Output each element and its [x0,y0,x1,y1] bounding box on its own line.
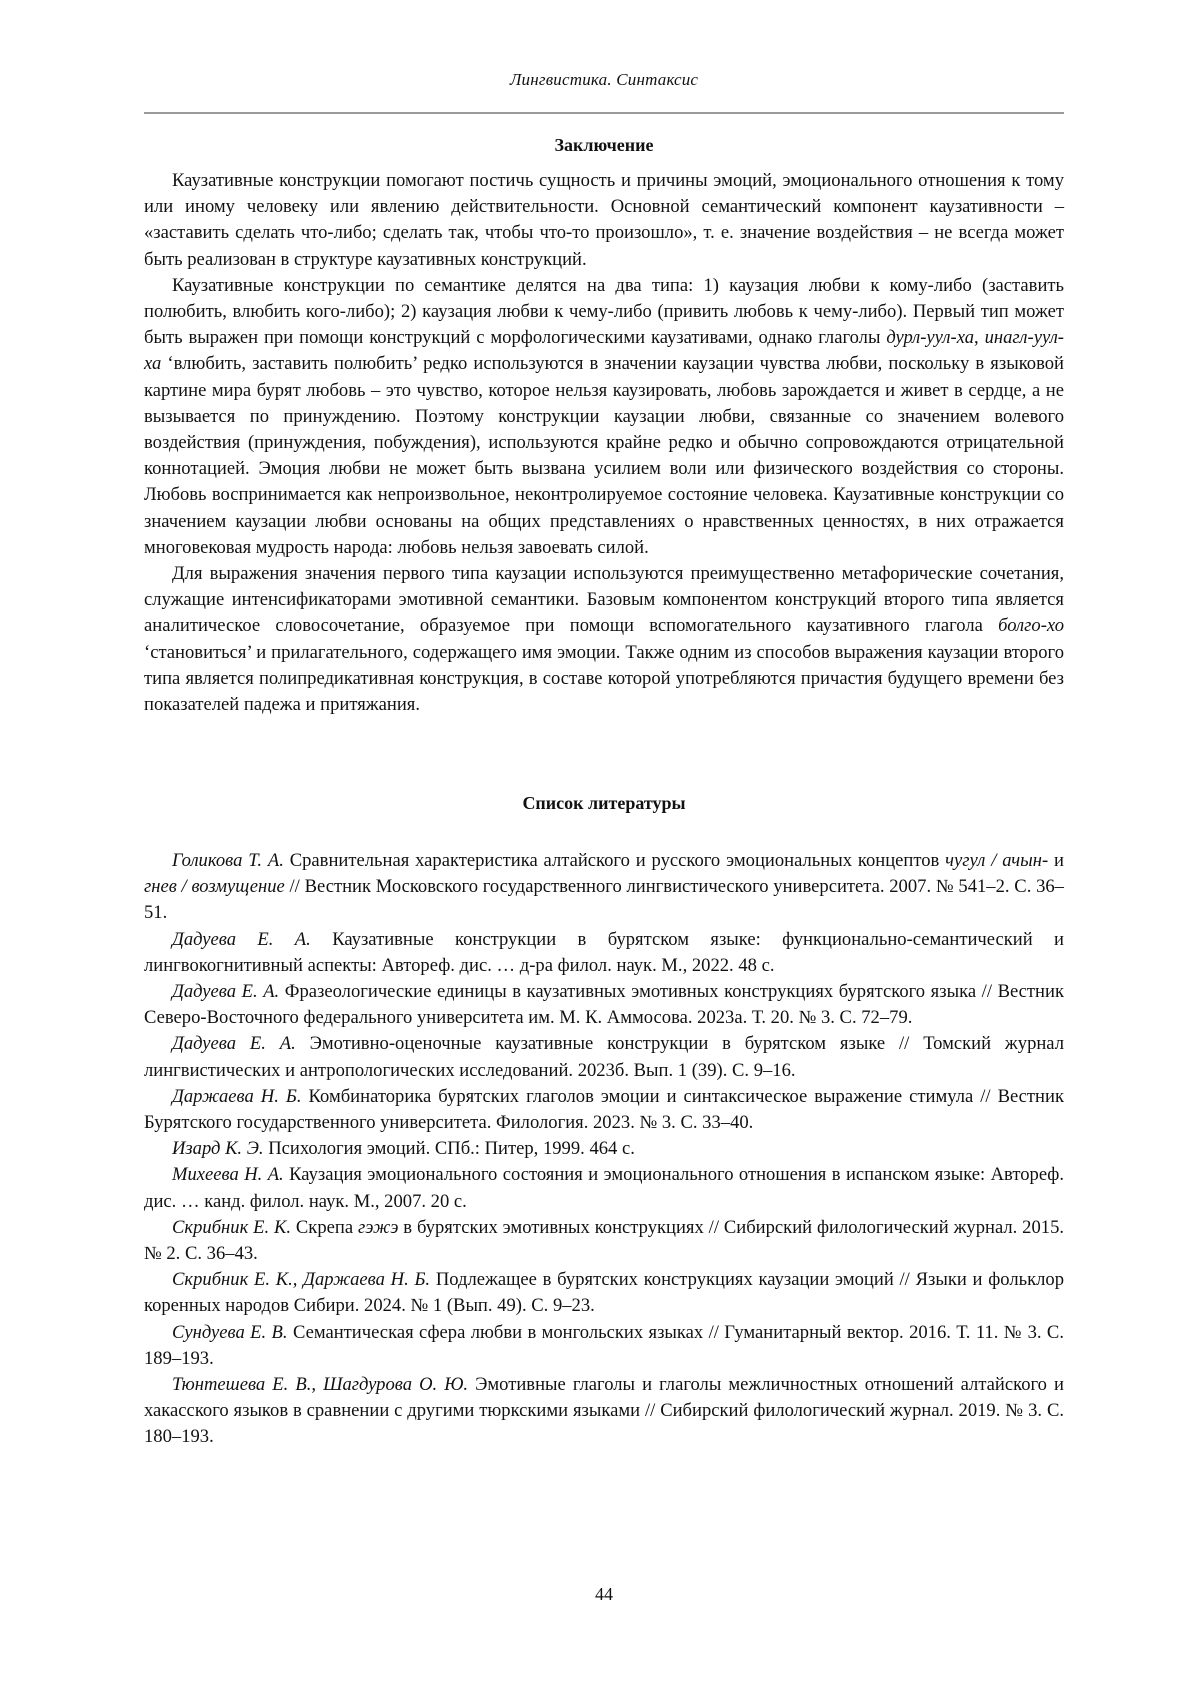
reference-item: Даржаева Н. Б. Комбинаторика бурятских глаголов эмоции и синтаксическое выражение стимула // Вестник Бурятского государственного университета. Филология. 2023. № 3. С. 33–40. [144,1085,1064,1134]
reference-item: Голикова Т. А. Сравнительная характеристика алтайского и русского эмоциональных концептов чугул / ачын- и гнев / возмущение // Вестник Московского государственного лингвистического университета. 2007. № 541–2. С. 36–51. [144,850,1064,924]
conclusion-paragraph-1: Каузативные конструкции помогают постичь сущность и причины эмоций, эмоционального отношения к тому или иному человеку или явлению действительности. Основной семантический компонент каузативности – «заставить сделать что-либо; сделать так, чтобы что-то произошло», т. е. значение воздействия – не всегда может быть реализован в структуре каузативных конструкций. [144,170,1064,270]
references-list [144,848,1064,1451]
conclusion-heading: Заключение [554,135,654,155]
conclusion-body [144,168,1064,718]
reference-item: Скрибник Е. К. Скрепа гэжэ в бурятских эмотивных конструкциях // Сибирский филологический журнал. 2015. № 2. С. 36–43. [144,1216,1065,1265]
page-number: 44 [595,1584,613,1604]
conclusion-paragraph-2: Каузативные конструкции по семантике делятся на два типа: 1) каузация любви к кому-либо (заставить полюбить, влюбить кого-либо); 2) каузация любви к чему-либо (привить любовь к чему-либо). Первый тип может быть выражен при помощи конструкций с морфологическими каузативами, однако глаголы дурл-уул-ха, инагл-уул-ха ‘влюбить, заставить полюбить’ редко используются в значении каузации чувства любви, поскольку в языковой картине мира бурят любовь – это чувство, которое нельзя каузировать, любовь зарождается и живет в сердце, а не вызывается по принуждению. Поэтому конструкции каузации любви, связанные со значением волевого воздействия (принуждения, побуждения), используются крайне редко и обычно сопровождаются отрицательной коннотацией. Эмоция любви не может быть вызвана усилием воли или физического воздействия со стороны. Любовь воспринимается как непроизвольное, неконтролируемое состояние человека. Каузативные конструкции со значением каузации любви основаны на общих представлениях о нравственных ценностях, в них отражается многовековая мудрость народа: любовь нельзя завоевать силой. [144,274,1064,558]
reference-item: Изард К. Э. Психология эмоций. СПб.: Питер, 1999. 464 с. [172,1138,635,1160]
running-head: Лингвистика. Синтаксис [509,70,699,89]
reference-item: Дадуева Е. А. Каузативные конструкции в бурятском языке: функционально-семантический и лингвокогнитивный аспекты: Автореф. дис. … д-ра филол. наук. М., 2022. 48 с. [144,928,1065,976]
reference-item: Дадуева Е. А. Эмотивно-оценочные каузативные конструкции в бурятском языке // Томский журнал лингвистических и антропологических исследований. 2023б. Вып. 1 (39). С. 9–16. [144,1033,1065,1081]
header-divider [144,112,1064,114]
reference-item: Дадуева Е. А. Фразеологические единицы в каузативных эмотивных конструкциях бурятского языка // Вестник Северо-Восточного федерального университета им. М. К. Аммосова. 2023а. Т. 20. № 3. С. 72–79. [144,981,1064,1029]
reference-item: Скрибник Е. К., Даржаева Н. Б. Подлежащее в бурятских конструкциях каузации эмоций // Языки и фольклор коренных народов Сибири. 2024. № 1 (Вып. 49). С. 9–23. [144,1269,1064,1317]
reference-item: Михеева Н. А. Каузация эмоционального состояния и эмоционального отношения в испанском языке: Автореф. дис. … канд. филол. наук. М., 2007. 20 с. [144,1164,1065,1212]
references-heading: Список литературы [522,793,686,813]
reference-item: Сундуева Е. В. Семантическая сфера любви в монгольских языках // Гуманитарный вектор. 2016. Т. 11. № 3. С. 189–193. [144,1321,1064,1369]
reference-item: Тюнтешева Е. В., Шагдурова О. Ю. Эмотивные глаголы и глаголы межличностных отношений алтайского и хакасского языков в сравнении с другими тюркскими языками // Сибирский филологический журнал. 2019. № 3. С. 180–193. [144,1374,1064,1448]
conclusion-paragraph-3: Для выражения значения первого типа каузации используются преимущественно метафорические сочетания, служащие интенсификаторами эмотивной семантики. Базовым компонентом конструкций второго типа является аналитическое словосочетание, образуемое при помощи вспомогательного каузативного глагола болго-хо ‘становиться’ и прилагательного, содержащего имя эмоции. Также одним из способов выражения каузации второго типа является полипредикативная конструкция, в составе которой употребляются причастия будущего времени без показателей падежа и притяжания. [144,563,1064,716]
